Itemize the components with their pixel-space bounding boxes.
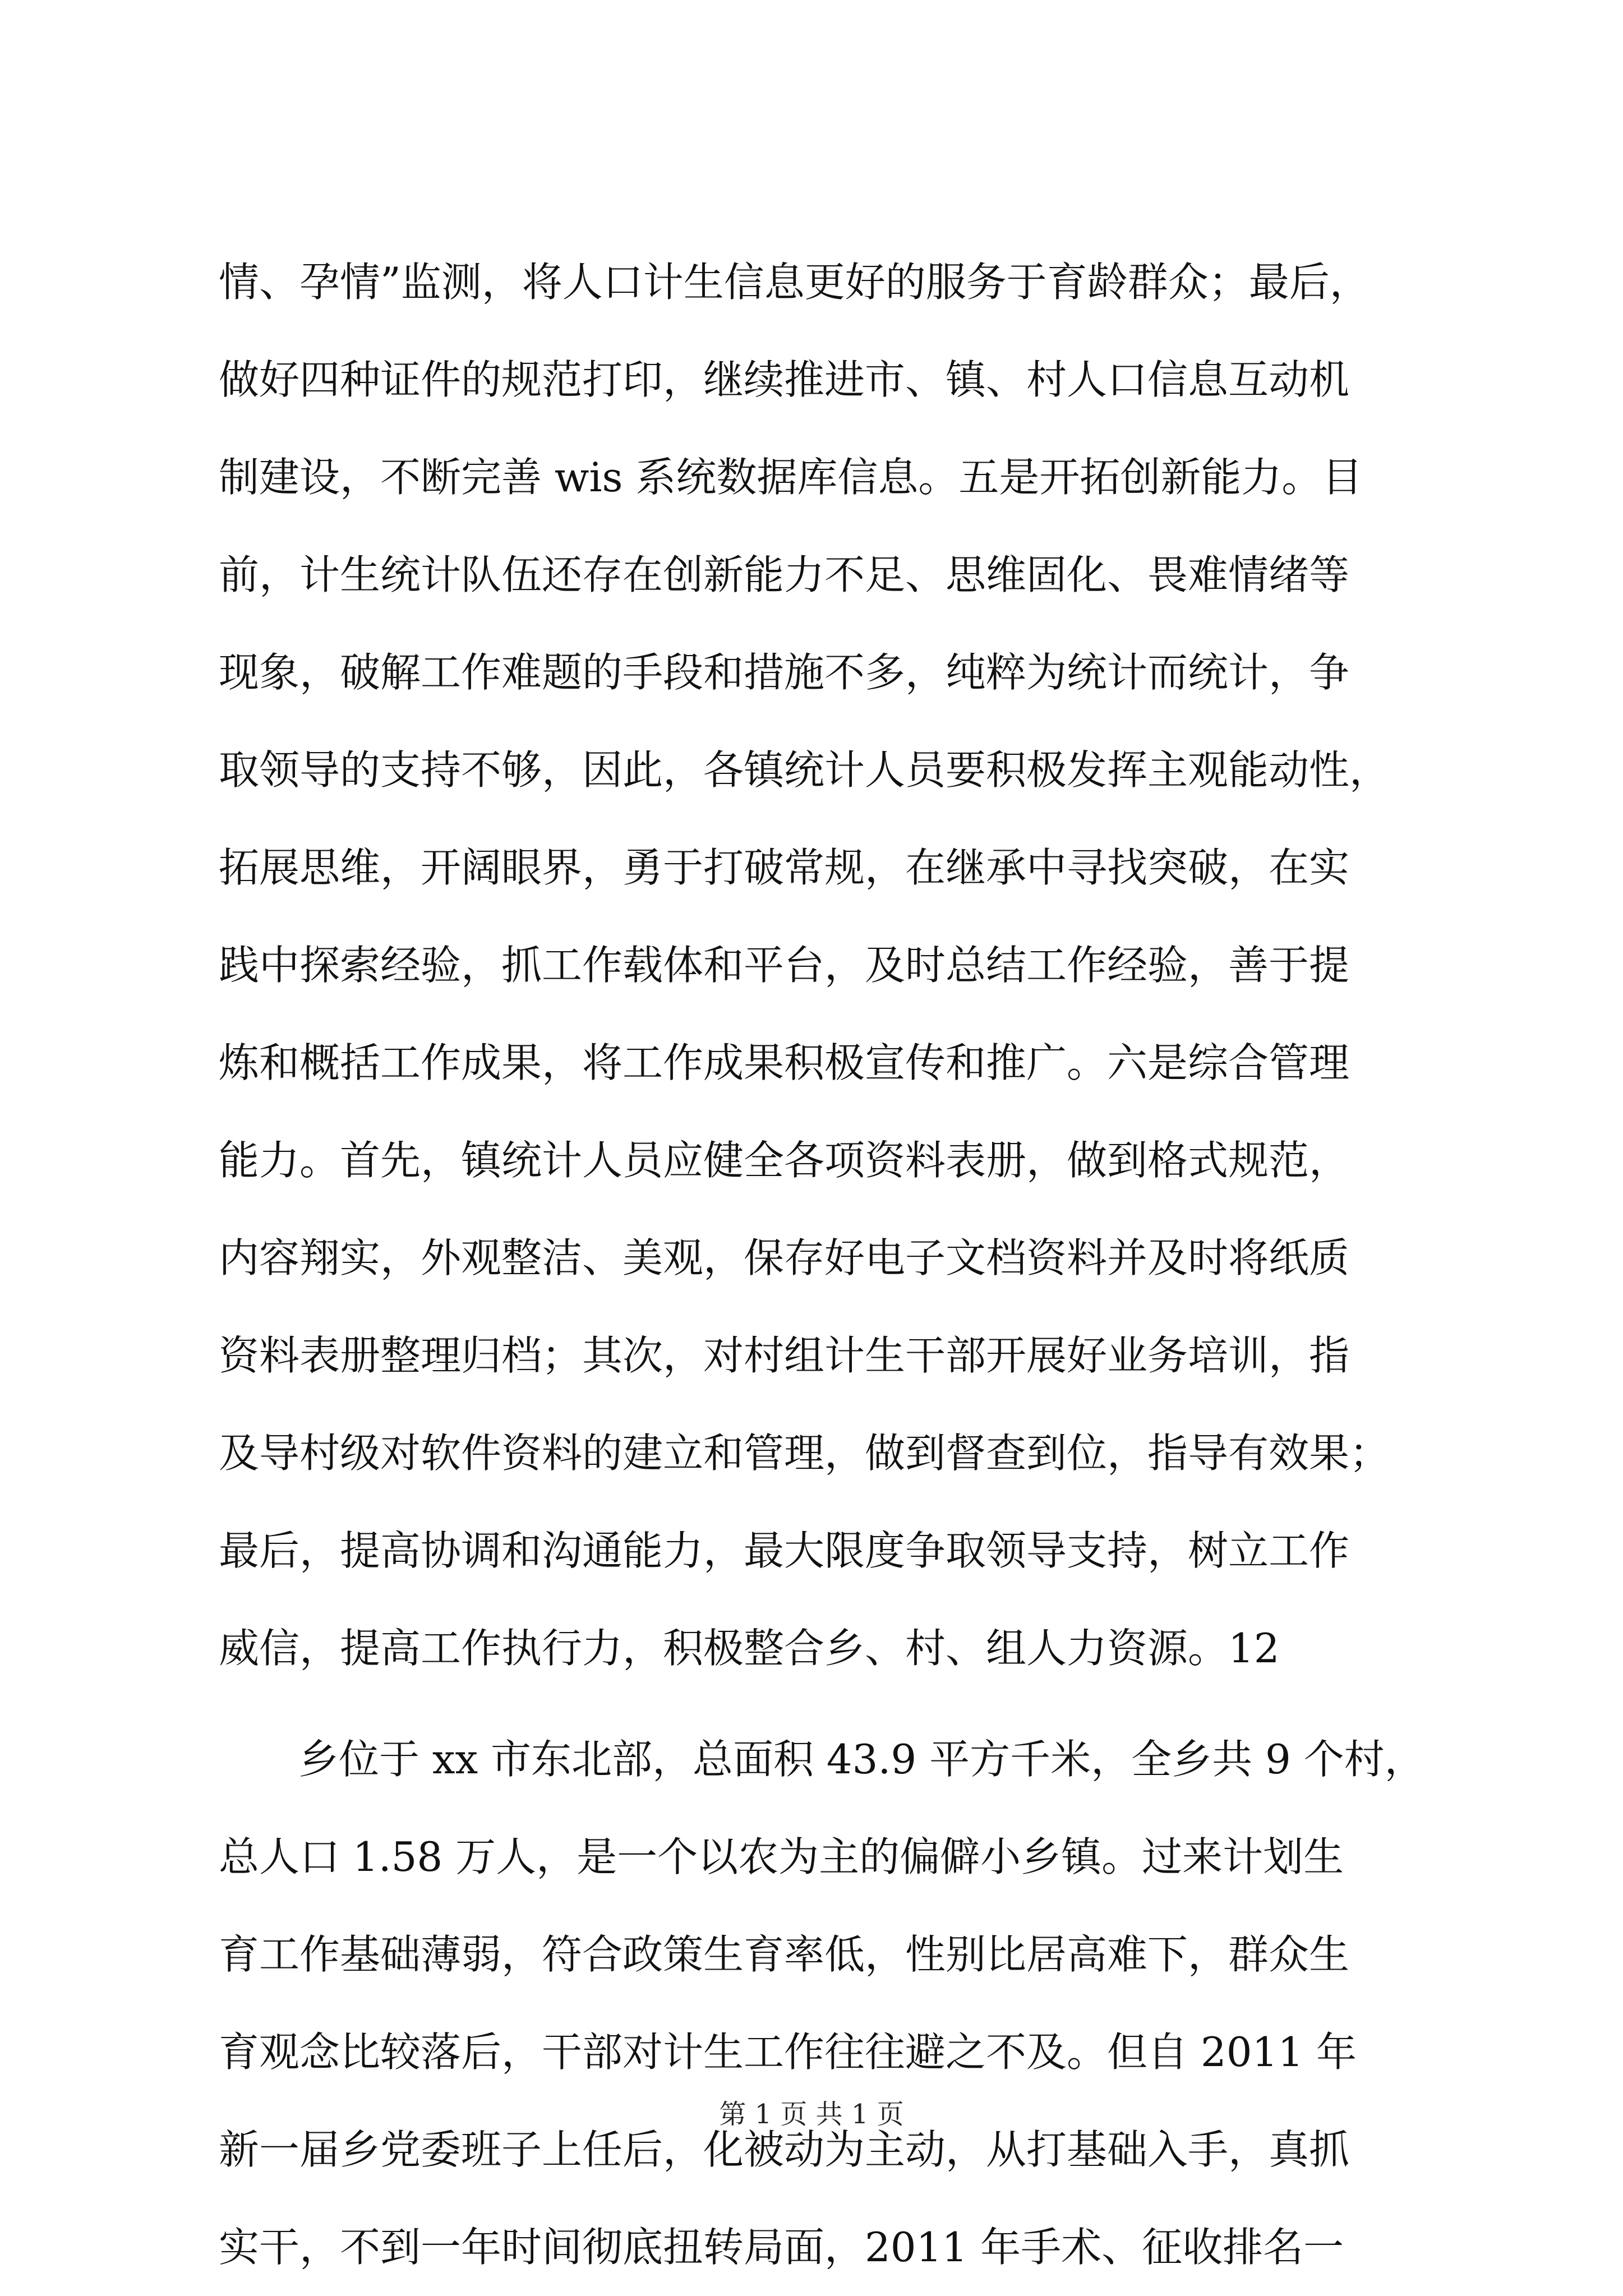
text-line: 践中探索经验，抓工作载体和平台，及时总结工作经验，善于提 bbox=[219, 942, 1350, 989]
text-line: 育观念比较落后，干部对计生工作往往避之不及。但自 2011 年 bbox=[219, 2028, 1357, 2076]
text-line-indented: 乡位于 xx 市东北部，总面积 43.9 平方千米，全乡共 9 个村， bbox=[298, 1736, 1425, 1783]
text-line: 实干，不到一年时间彻底扭转局面，2011 年手术、征收排名一 bbox=[219, 2224, 1344, 2271]
text-line: 制建设，不断完善 wis 系统数据库信息。五是开拓创新能力。目 bbox=[219, 454, 1363, 501]
text-line: 前，计生统计队伍还存在创新能力不足、思维固化、畏难情绪等 bbox=[219, 551, 1350, 598]
text-line: 新一届乡党委班子上任后，化被动为主动，从打基础入手，真抓 bbox=[219, 2126, 1350, 2173]
text-line: 取领导的支持不够，因此，各镇统计人员要积极发挥主观能动性， bbox=[219, 746, 1390, 794]
text-line: 威信，提高工作执行力，积极整合乡、村、组人力资源。12 bbox=[219, 1625, 1280, 1672]
text-line: 育工作基础薄弱，符合政策生育率低，性别比居高难下，群众生 bbox=[219, 1931, 1350, 1978]
paragraph-1 bbox=[219, 233, 1455, 1697]
paragraph-2 bbox=[219, 1711, 1455, 2296]
text-line: 总人口 1.58 万人，是一个以农为主的偏僻小乡镇。过来计划生 bbox=[219, 1833, 1344, 1880]
text-line: 资料表册整理归档；其次，对村组计生干部开展好业务培训，指 bbox=[219, 1332, 1350, 1379]
text-line: 及导村级对软件资料的建立和管理，做到督查到位，指导有效果； bbox=[219, 1430, 1390, 1477]
page-number-footer: 第 1 页 共 1 页 bbox=[719, 2099, 904, 2130]
text-line: 炼和概括工作成果，将工作成果积极宣传和推广。六是综合管理 bbox=[219, 1039, 1350, 1086]
text-line: 能力。首先，镇统计人员应健全各项资料表册，做到格式规范， bbox=[219, 1137, 1350, 1184]
text-line: 最后，提高协调和沟通能力，最大限度争取领导支持，树立工作 bbox=[219, 1527, 1350, 1574]
document-body bbox=[219, 233, 1455, 2296]
text-line: 现象，破解工作难题的手段和措施不多，纯粹为统计而统计，争 bbox=[219, 649, 1350, 696]
text-line: 做好四种证件的规范打印，继续推进市、镇、村人口信息互动机 bbox=[219, 356, 1350, 403]
text-line: 情、孕情”监测，将人口计生信息更好的服务于育龄群众；最后， bbox=[219, 259, 1370, 306]
text-line: 内容翔实，外观整洁、美观，保存好电子文档资料并及时将纸质 bbox=[219, 1234, 1350, 1281]
paragraph-gap bbox=[219, 1697, 1455, 1711]
text-line: 拓展思维，开阔眼界，勇于打破常规，在继承中寻找突破，在实 bbox=[219, 844, 1350, 891]
